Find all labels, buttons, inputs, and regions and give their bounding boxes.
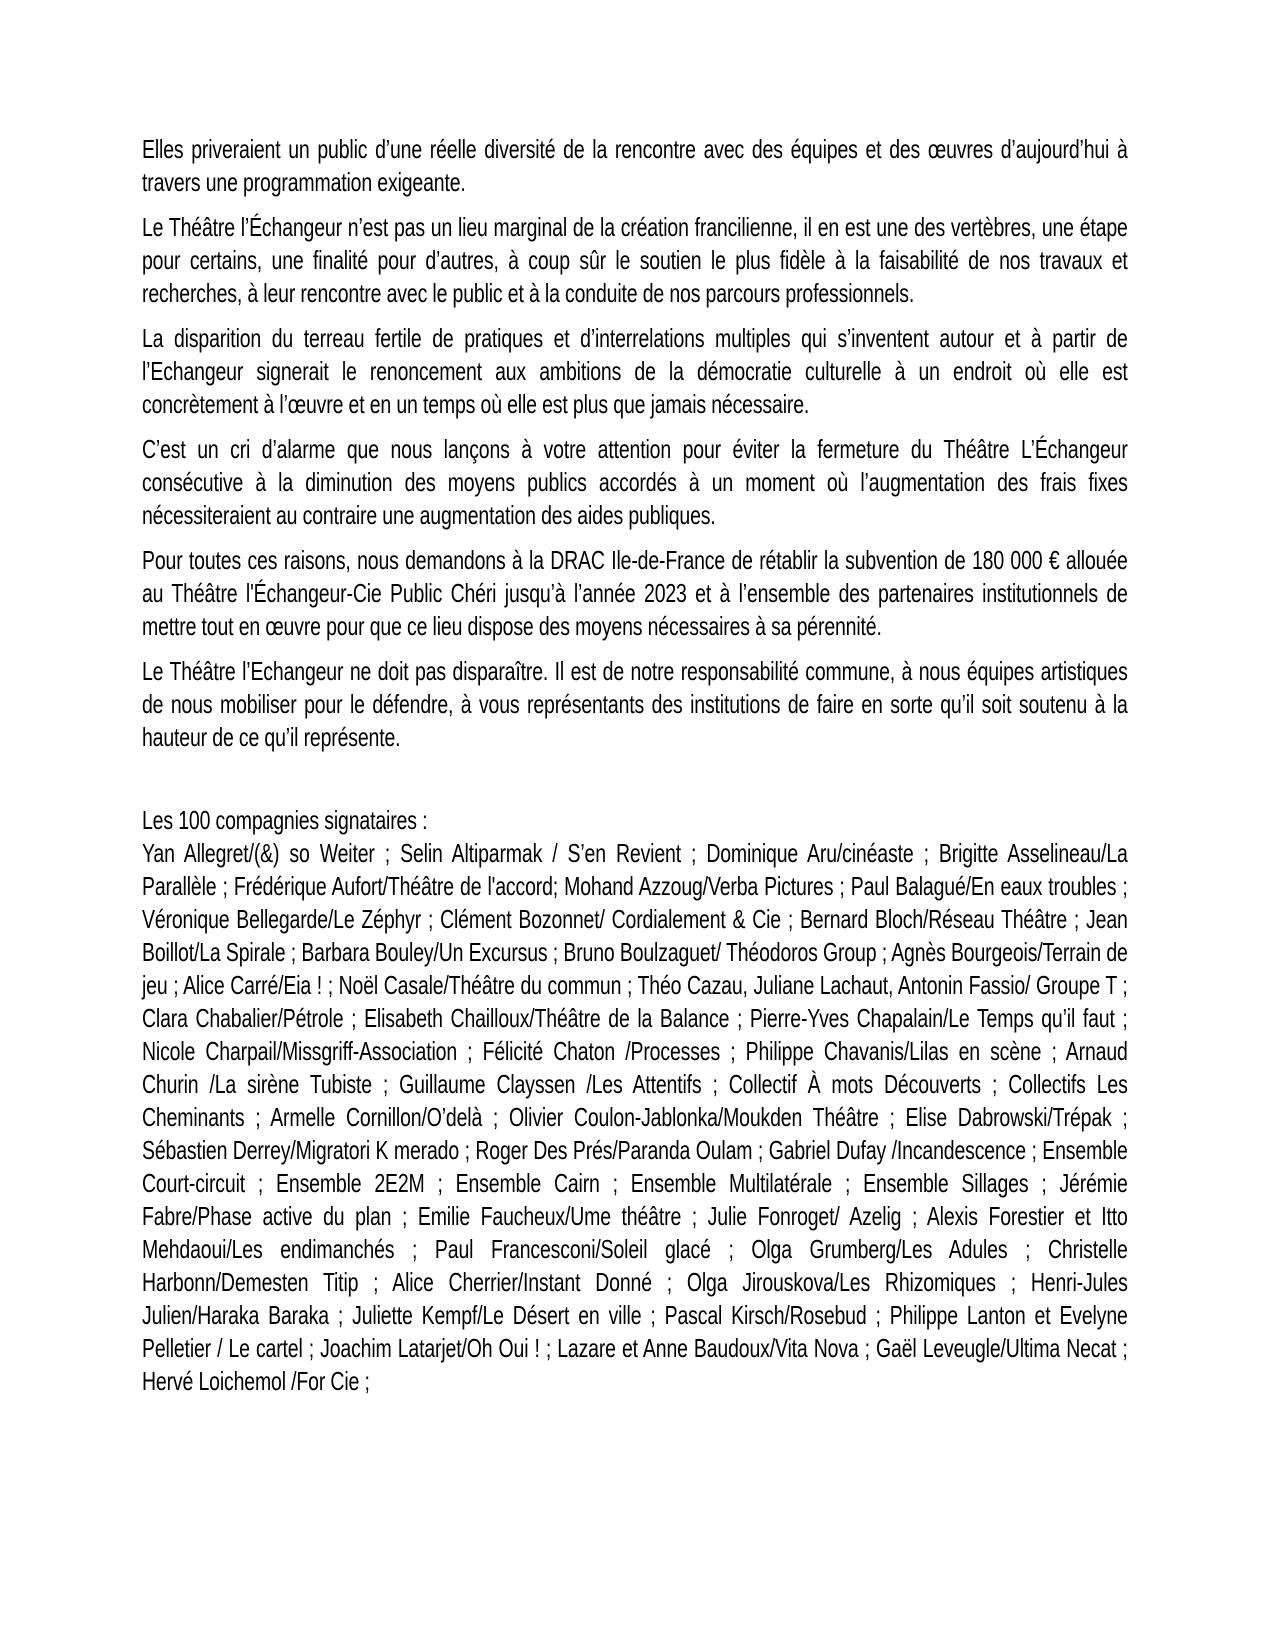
paragraph-echangeur-role: Le Théâtre l’Échangeur n’est pas un lieu marginal de la création francilienne, il en est une des vertèbres, une étape pour certains, une finalité pour d’autres, à coup sûr le soutien le plus fidèle à la faisabilité de nos travaux et recherches, à leur rencontre avec le public et à la conduite de nos parcours professionnels. [142, 212, 1128, 308]
paragraph-responsabilite: Le Théâtre l’Echangeur ne doit pas disparaître. Il est de notre responsabilité commune, à nous équipes artistiques de nous mobiliser pour le défendre, à vous représentants des institutions de faire en sorte qu’il soit soutenu à la hauteur de ce qu’il représente. [142, 656, 1128, 752]
paragraph-demande-drac: Pour toutes ces raisons, nous demandons à la DRAC Ile-de-France de rétablir la subvention de 180 000 € allouée au Théâtre l'Échangeur-Cie Public Chéri jusqu’à l’année 2023 et à l’ensemble des partenaires institutionnels de mettre tout en œuvre pour que ce lieu dispose des moyens nécessaires à sa pérennité. [142, 545, 1128, 641]
paragraph-diversite: Elles priveraient un public d’une réelle diversité de la rencontre avec des équipes et des œuvres d’aujourd’hui à travers une programmation exigeante. [142, 134, 1128, 197]
signatories-heading: Les 100 compagnies signataires : [142, 805, 428, 835]
paragraph-disparition: La disparition du terreau fertile de pratiques et d’interrelations multiples qui s’inventent autour et à partir de l’Echangeur signerait le renoncement aux ambitions de la démocratie culturelle à un endroit où elle est concrètement à l’œuvre et en un temps où elle est plus que jamais nécessaire. [142, 323, 1128, 419]
letter-body [142, 133, 1128, 1398]
signatories-list: Yan Allegret/(&) so Weiter ; Selin Altiparmak / S’en Revient ; Dominique Aru/cinéaste ; Brigitte Asselineau/La Parallèle ; Frédérique Aufort/Théâtre de l'accord; Mohand Azzoug/Verba Pictures ; Paul Balagué/En eaux troubles ; Véronique Bellegarde/Le Zéphyr ; Clément Bozonnet/ Cordialement & Cie ; Bernard Bloch/Réseau Théâtre ; Jean Boillot/La Spirale ; Barbara Bouley/Un Excursus ; Bruno Boulzaguet/ Théodoros Group ; Agnès Bourgeois/Terrain de jeu ; Alice Carré/Eia ! ; Noël Casale/Théâtre du commun ; Théo Cazau, Juliane Lachaut, Antonin Fassio/ Groupe T ; Clara Chabalier/Pétrole ; Elisabeth Chailloux/Théâtre de la Balance ; Pierre-Yves Chapalain/Le Temps qu’il faut ; Nicole Charpail/Missgriff-Association ; Félicité Chaton /Processes ; Philippe Chavanis/Lilas en scène ; Arnaud Churin /La sirène Tubiste ; Guillaume Clayssen /Les Attentifs ; Collectif À mots Découverts ; Collectifs Les Cheminants ; Armelle Cornillon/O’delà ; Olivier Coulon-Jablonka/Moukden Théâtre ; Elise Dabrowski/Trépak ; Sébastien Derrey/Migratori K merado ; Roger Des Prés/Paranda Oulam ; Gabriel Dufay /Incandescence ; Ensemble Court-circuit ; Ensemble 2E2M ; Ensemble Cairn ; Ensemble Multilatérale ; Ensemble Sillages ; Jérémie Fabre/Phase active du plan ; Emilie Faucheux/Ume théâtre ; Julie Fonroget/ Azelig ; Alexis Forestier et Itto Mehdaoui/Les endimanchés ; Paul Francesconi/Soleil glacé ; Olga Grumberg/Les Adules ; Christelle Harbonn/Demesten Titip ; Alice Cherrier/Instant Donné ; Olga Jirouskova/Les Rhizomiques ; Henri-Jules Julien/Haraka Baraka ; Juliette Kempf/Le Désert en ville ; Pascal Kirsch/Rosebud ; Philippe Lanton et Evelyne Pelletier / Le cartel ; Joachim Latarjet/Oh Oui ! ; Lazare et Anne Baudoux/Vita Nova ; Gaël Leveugle/Ultima Necat ; Hervé Loichemol /For Cie ; [142, 838, 1128, 1396]
paragraph-cri-dalarme: C’est un cri d’alarme que nous lançons à votre attention pour éviter la fermeture du Théâtre L’Échangeur consécutive à la diminution des moyens publics accordés à un moment où l’augmentation des frais fixes nécessiteraient au contraire une augmentation des aides publiques. [142, 434, 1128, 530]
